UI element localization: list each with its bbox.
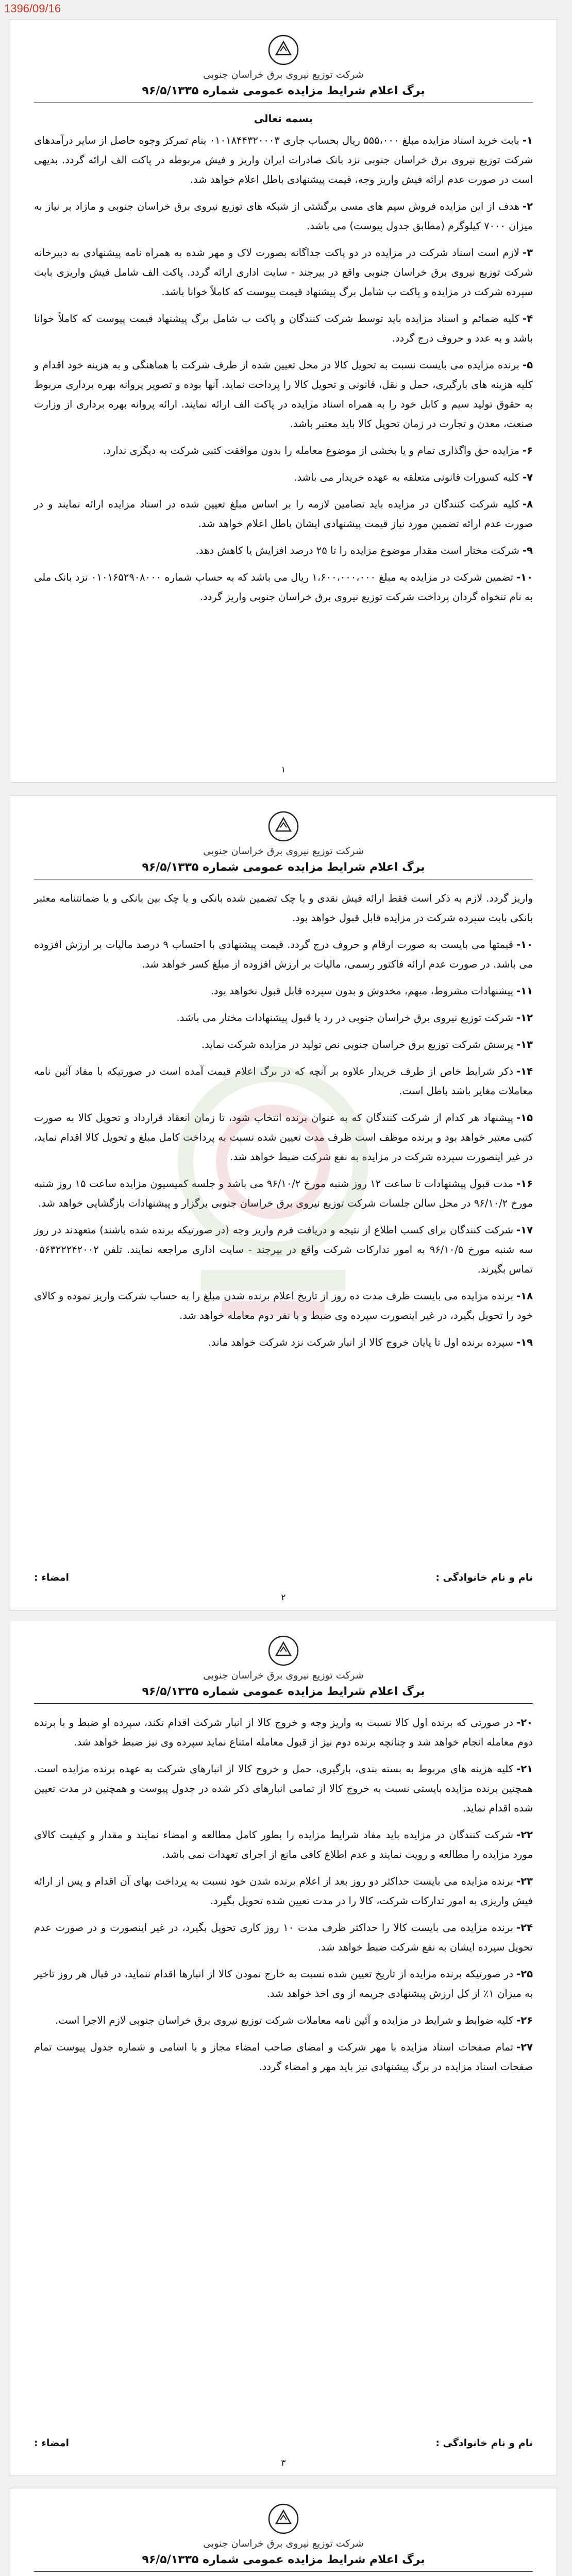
clause-number: ۲۷- [516, 2041, 533, 2054]
clause-number: ۲- [523, 200, 533, 213]
page-header [34, 34, 533, 103]
clause [34, 1872, 533, 1911]
clause-text: کلیه ضوابط و شرایط در مزایده و آئین نامه معاملات شرکت توزیع نیروی برق خراسان جنوبی لازم الاجرا است. [55, 2014, 514, 2027]
clause-text: هدف از این مزایده فروش سیم های مسی برگشتی از شبکه های توزیع نیروی برق خراسان جنوبی و مازاد بر نیاز به میزان ۷۰۰۰ کیلوگرم (مطابق جدول پیوست) می باشد. [34, 200, 533, 232]
signature-row [34, 1572, 533, 1583]
clause-number: ۱۴- [516, 1065, 533, 1078]
clause-number: ۱۰- [516, 939, 533, 951]
clause-text: شرکت توزیع نیروی برق خراسان جنوبی در رد یا قبول پیشنهادات مختار می باشد. [176, 1012, 514, 1024]
clause-text: کلیه شرکت کنندگان در مزایده باید تضامین لازمه را بر اساس مبلغ تعیین شده در اسناد مزایده ارائه نمایند و در صورت عدم ارائه تضمین مورد نیاز قیمت پیشنهادی ایشان باطل اعلام خواهد شد. [34, 498, 533, 530]
clause [34, 1286, 533, 1326]
clause-text: پیشنهادات مشروط، مبهم، مخدوش و بدون سپرده قابل قبول نخواهد بود. [210, 985, 514, 997]
section-title: بسمه تعالی [254, 112, 313, 125]
clause-text: پرسش شرکت توزیع برق خراسان جنوبی نص تولید در مزایده شرکت نماید. [201, 1039, 514, 1051]
document-title: برگ اعلام شرایط مزایده عمومی شماره ۹۶/۵/۱۳۳۵ [142, 1685, 425, 1698]
signature-label: امضاء : [34, 2437, 70, 2449]
company-logo-icon [267, 810, 299, 842]
page-header [34, 2503, 533, 2572]
clause [34, 131, 533, 190]
clause-number: ۵- [523, 359, 533, 371]
clause [34, 2011, 533, 2030]
clause-text: بابت خرید اسناد مزایده مبلغ ۵۵۵،۰۰۰ ریال بحساب جاری ۰۱۰۱۸۴۴۳۲۰۰۰۳ بنام تمرکز وجوه حاصل از سایر درآمدهای شرکت توزیع نیروی برق خراسان جنوبی نزد بانک صادرات ایران واریز و فیش مربوطه در پاکت الف ارائه گردد. بدیهی است در صورت عدم ارائه فیش واریز وجه، قیمت پیشنهادی باطل اعلام خواهد شد. [34, 134, 533, 186]
signature-row [34, 2437, 533, 2449]
clause-number: ۲۰- [516, 1717, 533, 1728]
clause-number: ۳- [523, 247, 533, 259]
clause [34, 1008, 533, 1028]
clause-text: ذکر شرایط خاص از طرف خریدار علاوه بر آنچه که در برگ اعلام قیمت آمده است در صورتیکه با مفاد آئین نامه معاملات مغایر باشد باطل است. [34, 1065, 533, 1097]
clause-text: لازم است اسناد شرکت در مزایده در دو پاکت جداگانه بصورت لاک و مهر شده به همراه نامه پیشنهادی به دبیرخانه شرکت توزیع نیروی برق خراسان جنوبی واقع در بیرجند - سایت اداری ارائه گردد. پاکت الف شامل فیش واریزی بابت سپرده شرکت در مزایده و پاکت ب شامل برگ پیشنهاد قیمت پیوست که کاملاً خوانا باشد. [34, 247, 533, 298]
page-number: ۳ [281, 2458, 286, 2468]
clause-number: ۱۳- [516, 1039, 533, 1051]
clause-text: قیمتها می بایست به صورت ارقام و حروف درج گردد. قیمت پیشنهادی با احتساب ۹ درصد مالیات بر ارزش افزوده می باشد. در صورت عدم ارائه فاکتور رسمی، مالیات بر ارزش افزوده از مبلغ کسر خواهد شد. [34, 939, 533, 971]
clause [34, 1759, 533, 1818]
clause-text: شرکت کنندگان در مزایده باید مفاد شرایط مزایده را بطور کامل مطالعه و امضاء نمایند و مقدار و کیفیت کالای مورد مزایده را مطالعه و رویت نمایند و عدم اطلاع کافی مانع از اجرای تعهدات نمی باشد. [34, 1829, 533, 1861]
clause-text: در صورتیکه برنده مزایده از تاریخ تعیین شده نسبت به خارج نمودن کالا از انبارها اقدام ننماید، در قبال هر روز تاخیر به میزان ۱٪ از کل ارزش پیشنهادی جریمه از وی اخذ خواهد شد. [34, 1968, 533, 2000]
clause [34, 1174, 533, 1213]
clause-number: ۲۲- [516, 1829, 533, 1841]
clause [34, 1713, 533, 1752]
clause-text: مدت قبول پیشنهادات تا ساعت ۱۲ روز شنبه مورخ ۹۶/۱۰/۲ می باشد و جلسه کمیسیون مزایده ساعت ۱۵ روز شنبه مورخ ۹۶/۱۰/۲ در محل سالن جلسات شرکت توزیع نیروی برق خراسان جنوبی برگزار و پیشنهادات بازگشایی خواهد شد. [34, 1178, 533, 1210]
clause-list [34, 1713, 533, 2077]
signature-label: نام و نام خانوادگی : [435, 1572, 533, 1583]
clause-text: برنده مزایده می بایست نسبت به تحویل کالا در محل تعیین شده از طرف شرکت با هماهنگی و به هزینه خود اقدام و کلیه هزینه های بارگیری، حمل و نقل، قانونی و تحویل کالا را پرداخت نماید. آنها بوده و تصویر پروانه بهره برداری مربوط به حقوق تولید سیم و کابل خود را به همراه اسناد مزایده در پاکت الف ارائه نمایند. ارائه پروانه بهره برداری از وزارت صنعت، معدن و تجارت در زمان تحویل کالا باید معتبر باشد. [34, 359, 533, 430]
clause [34, 468, 533, 487]
clause-text: کلیه هزینه های مربوط به بسته بندی، بارگیری، حمل و خروج کالا از انبارهای شرکت به عهده برنده مزایده است. همچنین برنده مزایده بایستی نسبت به خروج کالا از تمامی انبارهای ذکر شده در جدول پیوست و همچنین در مدت تعیین شده اقدام نماید. [34, 1763, 533, 1815]
clause [34, 309, 533, 348]
document-page-2 [10, 796, 557, 1610]
divider [34, 2571, 533, 2572]
clause [34, 1825, 533, 1865]
company-name: شرکت توزیع نیروی برق خراسان جنوبی [203, 2538, 364, 2549]
signature-label: امضاء : [34, 1572, 70, 1583]
clause-text: برنده مزایده می بایست ظرف مدت ده روز از تاریخ اعلام برنده شدن مبلغ را به حساب شرکت واریز نموده و کالای خود را تحویل بگیرد، در غیر اینصورت سپرده وی ضبط و با نفر دوم معامله خواهد شد. [34, 1290, 533, 1322]
clause-text: شرکت کنندگان برای کسب اطلاع از نتیجه و دریافت فرم واریز وجه (در صورتیکه برنده شده باشند) متعهدند در روز سه شنبه مورخ ۹۶/۱۰/۵ به امور تدارکات شرکت واقع در بیرجند - سایت اداری مراجعه نمایند. تلفن ۰۵۶۳۲۲۲۴۲۰۰۲ تماس بگیرند. [34, 1224, 533, 1276]
clause [34, 1964, 533, 2004]
clause-list [34, 889, 533, 1352]
document-page-1 [10, 20, 557, 782]
clause [34, 1918, 533, 1957]
clause-text: مزایده حق واگذاری تمام و یا بخشی از موضوع معامله را بدون موافقت کتبی شرکت به دیگری ندارد. [103, 445, 519, 457]
clause [34, 1108, 533, 1167]
document-page-4 [10, 2488, 557, 2576]
clause-number: ۶- [523, 445, 533, 457]
clause-text: کلیه ضمائم و اسناد مزایده باید توسط شرکت کنندگان و پاکت ب شامل برگ پیشنهاد قیمت پیوست که کاملاً خوانا باشد و به عدد و حروف درج گردد. [34, 313, 533, 345]
clause-number: ۱۹- [516, 1336, 533, 1349]
company-logo-icon [267, 2503, 299, 2535]
clause-list [34, 131, 533, 607]
clause-number: ۲۱- [516, 1763, 533, 1775]
clause-number: ۱۵- [516, 1112, 533, 1124]
page-header [34, 810, 533, 879]
page-header [34, 1635, 533, 1704]
document-page-3 [10, 1620, 557, 2476]
clause-text: تمام صفحات اسناد مزایده با مهر شرکت و امضای صاحب امضاء مجاز و با اسامی و شماره جدول پیوست تمام صفحات اسناد مزایده در برگ پیشنهادی نیز باید مهر و امضاء گردد. [34, 2041, 533, 2073]
company-logo-icon [267, 1635, 299, 1667]
clause-number: ۱۷- [516, 1224, 533, 1236]
page-number: ۲ [281, 1592, 286, 1603]
divider [34, 1703, 533, 1704]
clause-number: ۴- [523, 313, 533, 325]
clause-number: ۲۵- [516, 1968, 533, 1980]
clause-number: ۱۰- [516, 571, 533, 584]
clause-number: ۲۳- [516, 1875, 533, 1888]
clause [34, 1062, 533, 1101]
clause [34, 441, 533, 461]
clause-text: پیشنهاد هر کدام از شرکت کنندگان که به عنوان برنده انتخاب شود، تا زمان انعقاد قرارداد و تحویل کالا به صورت کتبی معتبر خواهد بود و برنده موظف است ظرف مدت تعیین شده نسبت به پرداخت کامل مبلغ و تحویل کالا اقدام نماید، در غیر اینصورت سپرده شرکت در مزایده به نفع شرکت ضبط خواهد شد. [34, 1112, 533, 1163]
page-number: ۱ [281, 765, 286, 775]
clause [34, 981, 533, 1001]
clause-text: در صورتی که برنده اول کالا نسبت به واریز وجه و خروج کالا از انبار شرکت اقدام نکند، سپرده او ضبط و با برنده دوم معامله انجام خواهد شد و چنانچه برنده دوم نیز از قبول معامله امتناع نماید سپرده وی نیز ضبط خواهد شد. [34, 1717, 533, 1749]
clause-number: ۸- [523, 498, 533, 511]
clause-number: ۱۸- [516, 1290, 533, 1302]
clause [34, 541, 533, 561]
clause [34, 197, 533, 236]
clause-number: ۱۶- [516, 1178, 533, 1190]
clause [34, 1221, 533, 1279]
clause [34, 1035, 533, 1055]
clause-number: ۱۱- [516, 985, 533, 997]
clause [34, 568, 533, 607]
clause-number: ۱- [523, 134, 533, 146]
date-stamp: 1396/09/16 [4, 2, 61, 15]
clause-number: ۹- [523, 545, 533, 557]
clause-text: شرکت مختار است مقدار موضوع مزایده را تا ۲۵ درصد افزایش یا کاهش دهد. [195, 545, 519, 557]
clause [34, 243, 533, 302]
clause [34, 2038, 533, 2077]
clause [34, 355, 533, 434]
document-title: برگ اعلام شرایط مزایده عمومی شماره ۹۶/۵/۱۳۳۵ [142, 84, 425, 97]
clause-text: سپرده برنده اول تا پایان خروج کالا از انبار شرکت نزد شرکت خواهد ماند. [208, 1336, 514, 1349]
clause [34, 889, 533, 928]
company-logo-icon [267, 34, 299, 66]
clause-number: ۱۲- [516, 1012, 533, 1024]
clause-number: ۲۴- [516, 1922, 533, 1934]
document-title: برگ اعلام شرایط مزایده عمومی شماره ۹۶/۵/۱۳۳۵ [142, 861, 425, 874]
company-name: شرکت توزیع نیروی برق خراسان جنوبی [203, 1670, 364, 1681]
clause [34, 935, 533, 974]
clause [34, 495, 533, 534]
clause-text: کلیه کسورات قانونی متعلقه به عهده خریدار می باشد. [294, 471, 519, 484]
signature-label: نام و نام خانوادگی : [435, 2437, 533, 2449]
clause-number: ۲۶- [516, 2014, 533, 2027]
company-name: شرکت توزیع نیروی برق خراسان جنوبی [203, 69, 364, 80]
clause-text: واریز گردد. لازم به ذکر است فقط ارائه فیش نقدی و یا چک تضمین شده بانکی و یا چک بین بانکی و یا ضمانتنامه معتبر بانکی بابت سپرده شرکت در مزایده قابل قبول خواهد بود. [34, 892, 533, 924]
clause-text: برنده مزایده می بایست کالا را حداکثر ظرف مدت ۱۰ روز کاری تحویل بگیرد، در غیر اینصورت و در صورت عدم تحویل سپرده ایشان به نفع شرکت ضبط خواهد شد. [34, 1922, 533, 1954]
clause-number: ۷- [523, 471, 533, 484]
clause-text: برنده مزایده می بایست حداکثر دو روز بعد از اعلام برنده شدن خود نسبت به پرداخت بهای آن اقدام و پس از ارائه فیش واریزی به امور تدارکات شرکت، کالا را در مدت تعیین شده تحویل بگیرد. [34, 1875, 533, 1907]
clause [34, 1333, 533, 1352]
clause-text: تضمین شرکت در مزایده به مبلغ ۱،۶۰۰،۰۰۰،۰۰۰ ریال می باشد که به حساب شماره ۰۱۰۱۶۵۲۹۰۸۰۰۰ نزد بانک ملی به نام تنخواه گردان پرداخت شرکت توزیع نیروی برق خراسان جنوبی واریز گردد. [34, 571, 533, 603]
document-title: برگ اعلام شرایط مزایده عمومی شماره ۹۶/۵/۱۳۳۵ [142, 2553, 425, 2566]
company-name: شرکت توزیع نیروی برق خراسان جنوبی [203, 845, 364, 857]
